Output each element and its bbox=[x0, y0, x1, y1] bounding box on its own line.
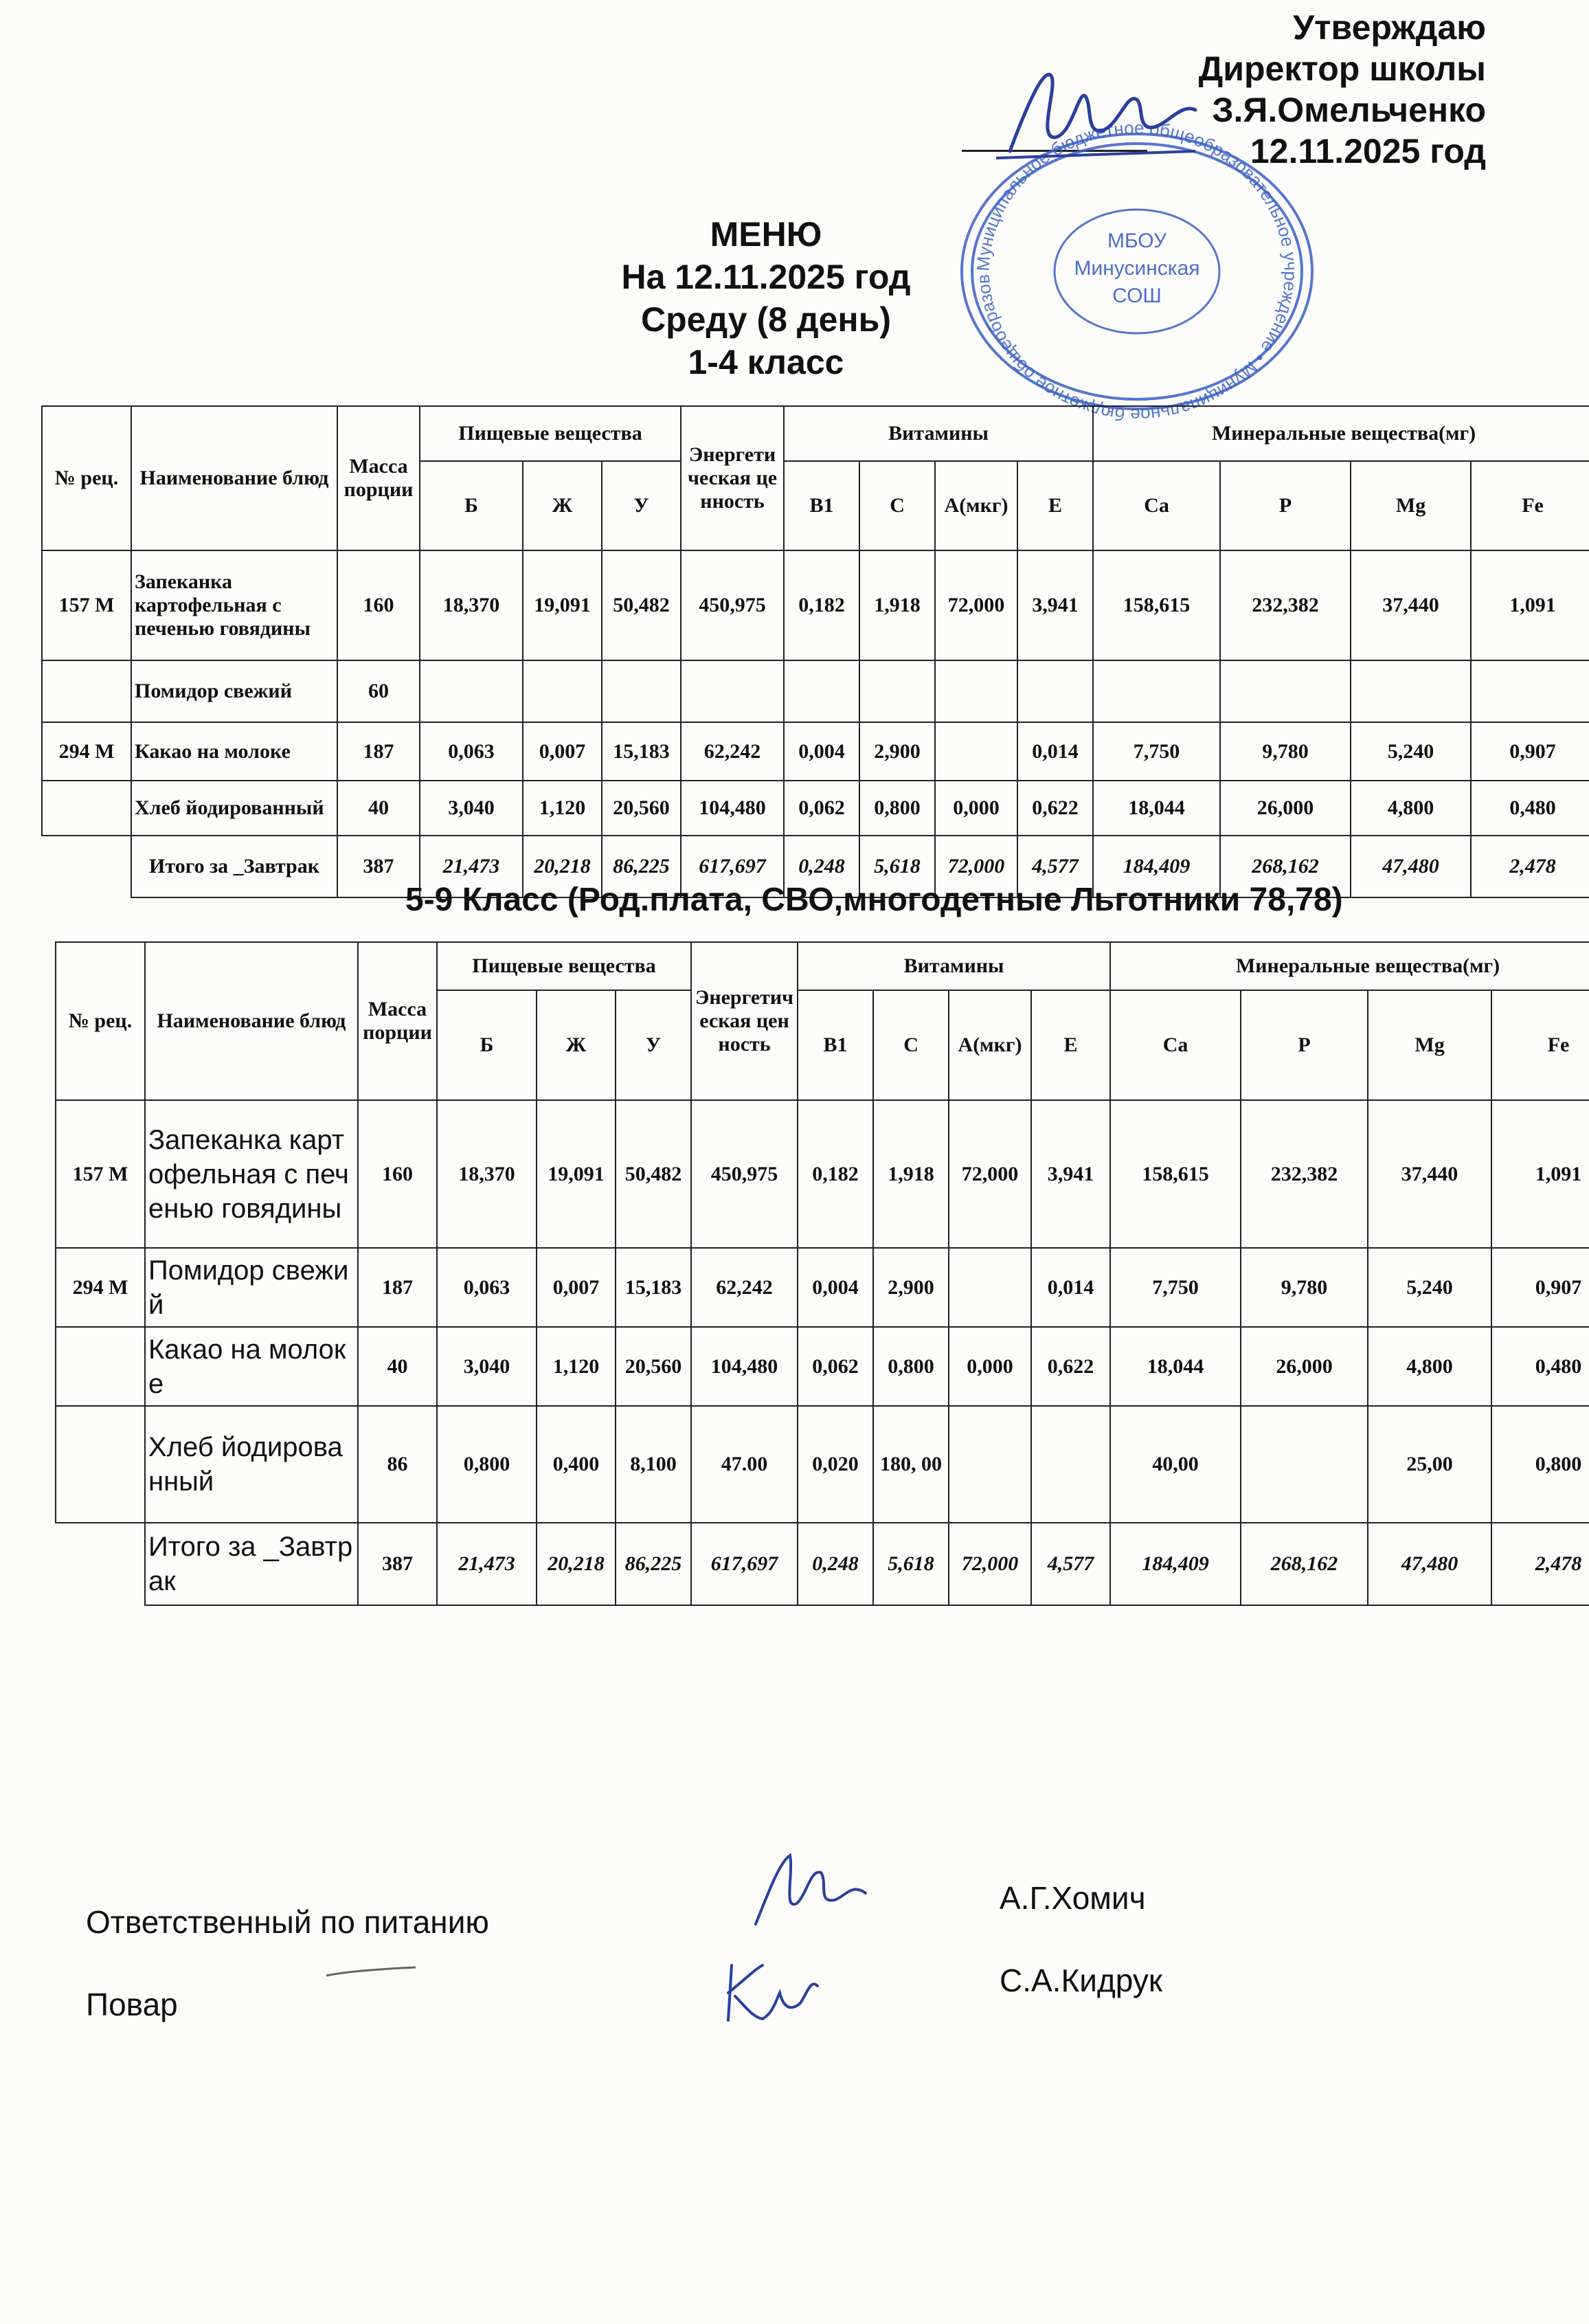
cell-a bbox=[949, 1406, 1031, 1523]
table-row bbox=[56, 1100, 1589, 1248]
cell-u bbox=[602, 660, 681, 722]
cell-p: 26,000 bbox=[1220, 781, 1351, 836]
cell-b1: 0,020 bbox=[798, 1406, 873, 1523]
stamp-outer-text: Муниципальное бюджетное общеобразовательное учреждение • Муниципальное бюджетное общеобразовательное учреждение bbox=[945, 111, 1302, 426]
col-b: Б bbox=[420, 461, 523, 550]
cell-mg: 25,00 bbox=[1368, 1406, 1491, 1523]
cell-e: 0,014 bbox=[1017, 722, 1093, 781]
cell-b1: 0,182 bbox=[784, 550, 859, 660]
menu-title-block bbox=[570, 213, 962, 383]
cell-b1: 0,004 bbox=[798, 1248, 873, 1327]
cell-zh: 0,007 bbox=[537, 1248, 616, 1327]
table-row bbox=[42, 550, 1589, 660]
cell-p: 232,382 bbox=[1220, 550, 1351, 660]
cell-dish: Помидор свежий bbox=[145, 1248, 358, 1327]
cell-e: 3,941 bbox=[1017, 550, 1093, 660]
cell-b1: 0,248 bbox=[784, 836, 859, 897]
menu-table-1-4 bbox=[41, 405, 1589, 898]
cell-b bbox=[420, 660, 523, 722]
col-zh: Ж bbox=[537, 990, 616, 1100]
col-vitamins: Витамины bbox=[798, 942, 1110, 990]
cell-b: 0,063 bbox=[437, 1248, 537, 1327]
approval-date: 12.11.2025 год bbox=[1250, 132, 1486, 170]
cell-mass: 387 bbox=[337, 836, 420, 897]
cell-b: 21,473 bbox=[437, 1523, 537, 1605]
cell-energy: 62,242 bbox=[691, 1248, 798, 1327]
table-row bbox=[42, 660, 1589, 722]
col-fe: Fe bbox=[1491, 990, 1589, 1100]
col-e: E bbox=[1017, 461, 1093, 550]
cell-dish: Запеканка картофельная с печенью говядины bbox=[145, 1100, 358, 1248]
col-ca: Ca bbox=[1093, 461, 1220, 550]
cell-zh: 0,007 bbox=[523, 722, 602, 781]
col-zh: Ж bbox=[523, 461, 602, 550]
col-fe: Fe bbox=[1471, 461, 1589, 550]
cell-b: 21,473 bbox=[420, 836, 523, 897]
menu-title: МЕНЮ bbox=[710, 215, 822, 254]
col-ca: Ca bbox=[1110, 990, 1241, 1100]
cell-mass: 86 bbox=[358, 1406, 437, 1523]
cell-p bbox=[1220, 660, 1351, 722]
total-row bbox=[56, 1523, 1589, 1605]
cell-dish: Хлеб йодированный bbox=[131, 781, 337, 836]
col-nutrients: Пищевые вещества bbox=[420, 406, 681, 461]
col-p: P bbox=[1241, 990, 1368, 1100]
cell-c: 180, 00 bbox=[873, 1406, 949, 1523]
cell-c: 5,618 bbox=[873, 1523, 949, 1605]
cell-b1: 0,062 bbox=[798, 1327, 873, 1406]
cell-recipe: 294 М bbox=[56, 1248, 145, 1327]
cell-zh: 19,091 bbox=[537, 1100, 616, 1248]
cell-ca: 184,409 bbox=[1093, 836, 1220, 897]
col-portion-mass: Масса порции bbox=[337, 406, 420, 550]
signature-name-1: А.Г.Хомич bbox=[1000, 1880, 1146, 1916]
signature-name-2: С.А.Кидрук bbox=[1000, 1963, 1162, 1998]
cell-dish: Хлеб йодированный bbox=[145, 1406, 358, 1523]
cell-u: 50,482 bbox=[616, 1100, 691, 1248]
cell-u: 86,225 bbox=[616, 1523, 691, 1605]
col-u: У bbox=[616, 990, 691, 1100]
cell-recipe: 294 М bbox=[42, 722, 131, 781]
cell-e: 0,622 bbox=[1031, 1327, 1110, 1406]
col-portion-mass: Масса порции bbox=[358, 942, 437, 1100]
cell-p: 9,780 bbox=[1220, 722, 1351, 781]
col-b1: B1 bbox=[784, 461, 859, 550]
cell-mg: 5,240 bbox=[1351, 722, 1471, 781]
col-mg: Mg bbox=[1351, 461, 1471, 550]
menu-date: На 12.11.2025 год bbox=[621, 258, 911, 296]
cell-b1: 0,004 bbox=[784, 722, 859, 781]
cell-c: 1,918 bbox=[873, 1100, 949, 1248]
cell-b1: 0,182 bbox=[798, 1100, 873, 1248]
cell-p: 26,000 bbox=[1241, 1327, 1368, 1406]
cell-a: 72,000 bbox=[949, 1523, 1031, 1605]
cell-zh: 20,218 bbox=[537, 1523, 616, 1605]
cell-dish: Помидор свежий bbox=[131, 660, 337, 722]
cell-zh: 0,400 bbox=[537, 1406, 616, 1523]
cell-a bbox=[935, 722, 1017, 781]
cell-zh bbox=[523, 660, 602, 722]
cell-dish: Какао на молоке bbox=[145, 1327, 358, 1406]
signature-mark-2 bbox=[714, 1938, 838, 2034]
table-row bbox=[42, 722, 1589, 781]
cell-empty bbox=[56, 1523, 145, 1605]
cell-a: 72,000 bbox=[949, 1100, 1031, 1248]
cell-mass: 187 bbox=[358, 1248, 437, 1327]
col-c: C bbox=[873, 990, 949, 1100]
header-row bbox=[56, 942, 1589, 990]
signature-mark-1 bbox=[742, 1835, 879, 1945]
cell-ca: 184,409 bbox=[1110, 1523, 1241, 1605]
col-recipe-no: № рец. bbox=[42, 406, 131, 550]
cell-u: 15,183 bbox=[616, 1248, 691, 1327]
cell-dish: Запеканка картофельная с печенью говядины bbox=[131, 550, 337, 660]
cell-mass: 40 bbox=[337, 781, 420, 836]
cell-fe: 1,091 bbox=[1471, 550, 1589, 660]
cell-e: 4,577 bbox=[1031, 1523, 1110, 1605]
col-dish-name: Наименование блюд bbox=[145, 942, 358, 1100]
cell-a: 72,000 bbox=[935, 550, 1017, 660]
cell-recipe: 157 М bbox=[56, 1100, 145, 1248]
cell-ca: 18,044 bbox=[1093, 781, 1220, 836]
cell-a bbox=[949, 1248, 1031, 1327]
col-minerals: Минеральные вещества(мг) bbox=[1110, 942, 1589, 990]
cell-b1: 0,062 bbox=[784, 781, 859, 836]
cell-a: 0,000 bbox=[935, 781, 1017, 836]
cell-p bbox=[1241, 1406, 1368, 1523]
cell-mg: 37,440 bbox=[1351, 550, 1471, 660]
menu-day: Среду (8 день) bbox=[641, 300, 891, 339]
cell-total-label: Итого за _Завтрак bbox=[145, 1523, 358, 1605]
cell-ca: 7,750 bbox=[1093, 722, 1220, 781]
cell-u: 20,560 bbox=[616, 1327, 691, 1406]
cell-e bbox=[1017, 660, 1093, 722]
cell-ca: 7,750 bbox=[1110, 1248, 1241, 1327]
cell-fe: 0,907 bbox=[1491, 1248, 1589, 1327]
cell-b: 3,040 bbox=[437, 1327, 537, 1406]
approval-position: Директор школы bbox=[1198, 49, 1486, 88]
cell-c: 2,900 bbox=[873, 1248, 949, 1327]
cell-energy: 104,480 bbox=[691, 1327, 798, 1406]
cell-b: 0,063 bbox=[420, 722, 523, 781]
cell-mass: 187 bbox=[337, 722, 420, 781]
col-a: A(мкг) bbox=[935, 461, 1017, 550]
cell-energy: 450,975 bbox=[691, 1100, 798, 1248]
cell-mass: 387 bbox=[358, 1523, 437, 1605]
cell-ca: 18,044 bbox=[1110, 1327, 1241, 1406]
col-u: У bbox=[602, 461, 681, 550]
cell-u: 86,225 bbox=[602, 836, 681, 897]
cell-mass: 160 bbox=[358, 1100, 437, 1248]
cell-p: 268,162 bbox=[1220, 836, 1351, 897]
header-row bbox=[42, 406, 1589, 461]
cell-ca: 158,615 bbox=[1093, 550, 1220, 660]
director-signature bbox=[989, 55, 1209, 172]
cell-total-label: Итого за _Завтрак bbox=[131, 836, 337, 897]
cell-c: 0,800 bbox=[859, 781, 935, 836]
cell-ca bbox=[1093, 660, 1220, 722]
col-dish-name: Наименование блюд bbox=[131, 406, 337, 550]
cell-zh: 20,218 bbox=[523, 836, 602, 897]
col-energy: Энергетическая ценность bbox=[691, 942, 798, 1100]
cell-e: 3,941 bbox=[1031, 1100, 1110, 1248]
cell-zh: 19,091 bbox=[523, 550, 602, 660]
cell-mg: 47,480 bbox=[1351, 836, 1471, 897]
cell-b1 bbox=[784, 660, 859, 722]
cell-mg: 4,800 bbox=[1368, 1327, 1491, 1406]
cell-b: 18,370 bbox=[437, 1100, 537, 1248]
cell-fe: 0,480 bbox=[1471, 781, 1589, 836]
cell-p: 232,382 bbox=[1241, 1100, 1368, 1248]
col-minerals: Минеральные вещества(мг) bbox=[1093, 406, 1589, 461]
cell-a: 72,000 bbox=[935, 836, 1017, 897]
cell-recipe bbox=[42, 781, 131, 836]
cell-mass: 60 bbox=[337, 660, 420, 722]
cell-energy: 617,697 bbox=[681, 836, 784, 897]
signature-role-1: Ответственный по питанию bbox=[86, 1904, 489, 1940]
cell-fe: 1,091 bbox=[1491, 1100, 1589, 1248]
signature-role-2: Повар bbox=[86, 1987, 178, 2022]
stamp-line-3: СОШ bbox=[1112, 284, 1162, 307]
table-row bbox=[56, 1406, 1589, 1523]
cell-mg bbox=[1351, 660, 1471, 722]
cell-fe: 0,800 bbox=[1491, 1406, 1589, 1523]
col-mg: Mg bbox=[1368, 990, 1491, 1100]
col-b1: B1 bbox=[798, 990, 873, 1100]
approval-title: Утверждаю bbox=[1292, 8, 1486, 47]
cell-c bbox=[859, 660, 935, 722]
cell-mass: 160 bbox=[337, 550, 420, 660]
cell-empty bbox=[42, 836, 131, 897]
cell-mass: 40 bbox=[358, 1327, 437, 1406]
cell-c: 0,800 bbox=[873, 1327, 949, 1406]
cell-energy: 450,975 bbox=[681, 550, 784, 660]
cell-a bbox=[935, 660, 1017, 722]
cell-recipe: 157 М bbox=[42, 550, 131, 660]
cell-b: 18,370 bbox=[420, 550, 523, 660]
cell-energy: 47.00 bbox=[691, 1406, 798, 1523]
cell-energy bbox=[681, 660, 784, 722]
cell-e: 4,577 bbox=[1017, 836, 1093, 897]
cell-recipe bbox=[56, 1327, 145, 1406]
col-recipe-no: № рец. bbox=[56, 942, 145, 1100]
cell-b: 0,800 bbox=[437, 1406, 537, 1523]
approval-director-name: З.Я.Омельченко bbox=[1212, 91, 1486, 129]
cell-e: 0,014 bbox=[1031, 1248, 1110, 1327]
col-a: A(мкг) bbox=[949, 990, 1031, 1100]
cell-e bbox=[1031, 1406, 1110, 1523]
col-p: P bbox=[1220, 461, 1351, 550]
table-row bbox=[56, 1327, 1589, 1406]
col-b: Б bbox=[437, 990, 537, 1100]
cell-fe: 0,907 bbox=[1471, 722, 1589, 781]
cell-energy: 104,480 bbox=[681, 781, 784, 836]
cell-fe: 2,478 bbox=[1491, 1523, 1589, 1605]
stamp-line-1: МБОУ bbox=[1107, 230, 1167, 252]
cell-zh: 1,120 bbox=[523, 781, 602, 836]
cell-mg: 47,480 bbox=[1368, 1523, 1491, 1605]
menu-table-5-9 bbox=[55, 941, 1589, 1606]
cell-u: 8,100 bbox=[616, 1406, 691, 1523]
col-nutrients: Пищевые вещества bbox=[437, 942, 691, 990]
table-row bbox=[56, 1248, 1589, 1327]
cell-energy: 617,697 bbox=[691, 1523, 798, 1605]
cell-energy: 62,242 bbox=[681, 722, 784, 781]
cell-recipe bbox=[56, 1406, 145, 1523]
pen-stroke bbox=[323, 1965, 419, 1979]
cell-mg: 37,440 bbox=[1368, 1100, 1491, 1248]
cell-e: 0,622 bbox=[1017, 781, 1093, 836]
cell-dish: Какао на молоке bbox=[131, 722, 337, 781]
col-vitamins: Витамины bbox=[784, 406, 1093, 461]
cell-b1: 0,248 bbox=[798, 1523, 873, 1605]
col-energy: Энергетическая ценность bbox=[681, 406, 784, 550]
cell-p: 268,162 bbox=[1241, 1523, 1368, 1605]
cell-ca: 158,615 bbox=[1110, 1100, 1241, 1248]
cell-fe bbox=[1471, 660, 1589, 722]
table-row bbox=[42, 781, 1589, 836]
cell-c: 5,618 bbox=[859, 836, 935, 897]
cell-mg: 4,800 bbox=[1351, 781, 1471, 836]
menu-class-group-1: 1-4 класс bbox=[688, 343, 844, 381]
cell-mg: 5,240 bbox=[1368, 1248, 1491, 1327]
cell-u: 15,183 bbox=[602, 722, 681, 781]
cell-c: 1,918 bbox=[859, 550, 935, 660]
cell-a: 0,000 bbox=[949, 1327, 1031, 1406]
cell-ca: 40,00 bbox=[1110, 1406, 1241, 1523]
cell-u: 50,482 bbox=[602, 550, 681, 660]
section-title-5-9: 5-9 Класс (Род.плата, СВО,многодетные Льготники 78,78) bbox=[405, 882, 1343, 918]
cell-recipe bbox=[42, 660, 131, 722]
cell-zh: 1,120 bbox=[537, 1327, 616, 1406]
cell-fe: 0,480 bbox=[1491, 1327, 1589, 1406]
cell-c: 2,900 bbox=[859, 722, 935, 781]
cell-p: 9,780 bbox=[1241, 1248, 1368, 1327]
cell-fe: 2,478 bbox=[1471, 836, 1589, 897]
cell-u: 20,560 bbox=[602, 781, 681, 836]
cell-b: 3,040 bbox=[420, 781, 523, 836]
col-c: C bbox=[859, 461, 935, 550]
stamp-line-2: Минусинская bbox=[1074, 257, 1200, 280]
col-e: E bbox=[1031, 990, 1110, 1100]
